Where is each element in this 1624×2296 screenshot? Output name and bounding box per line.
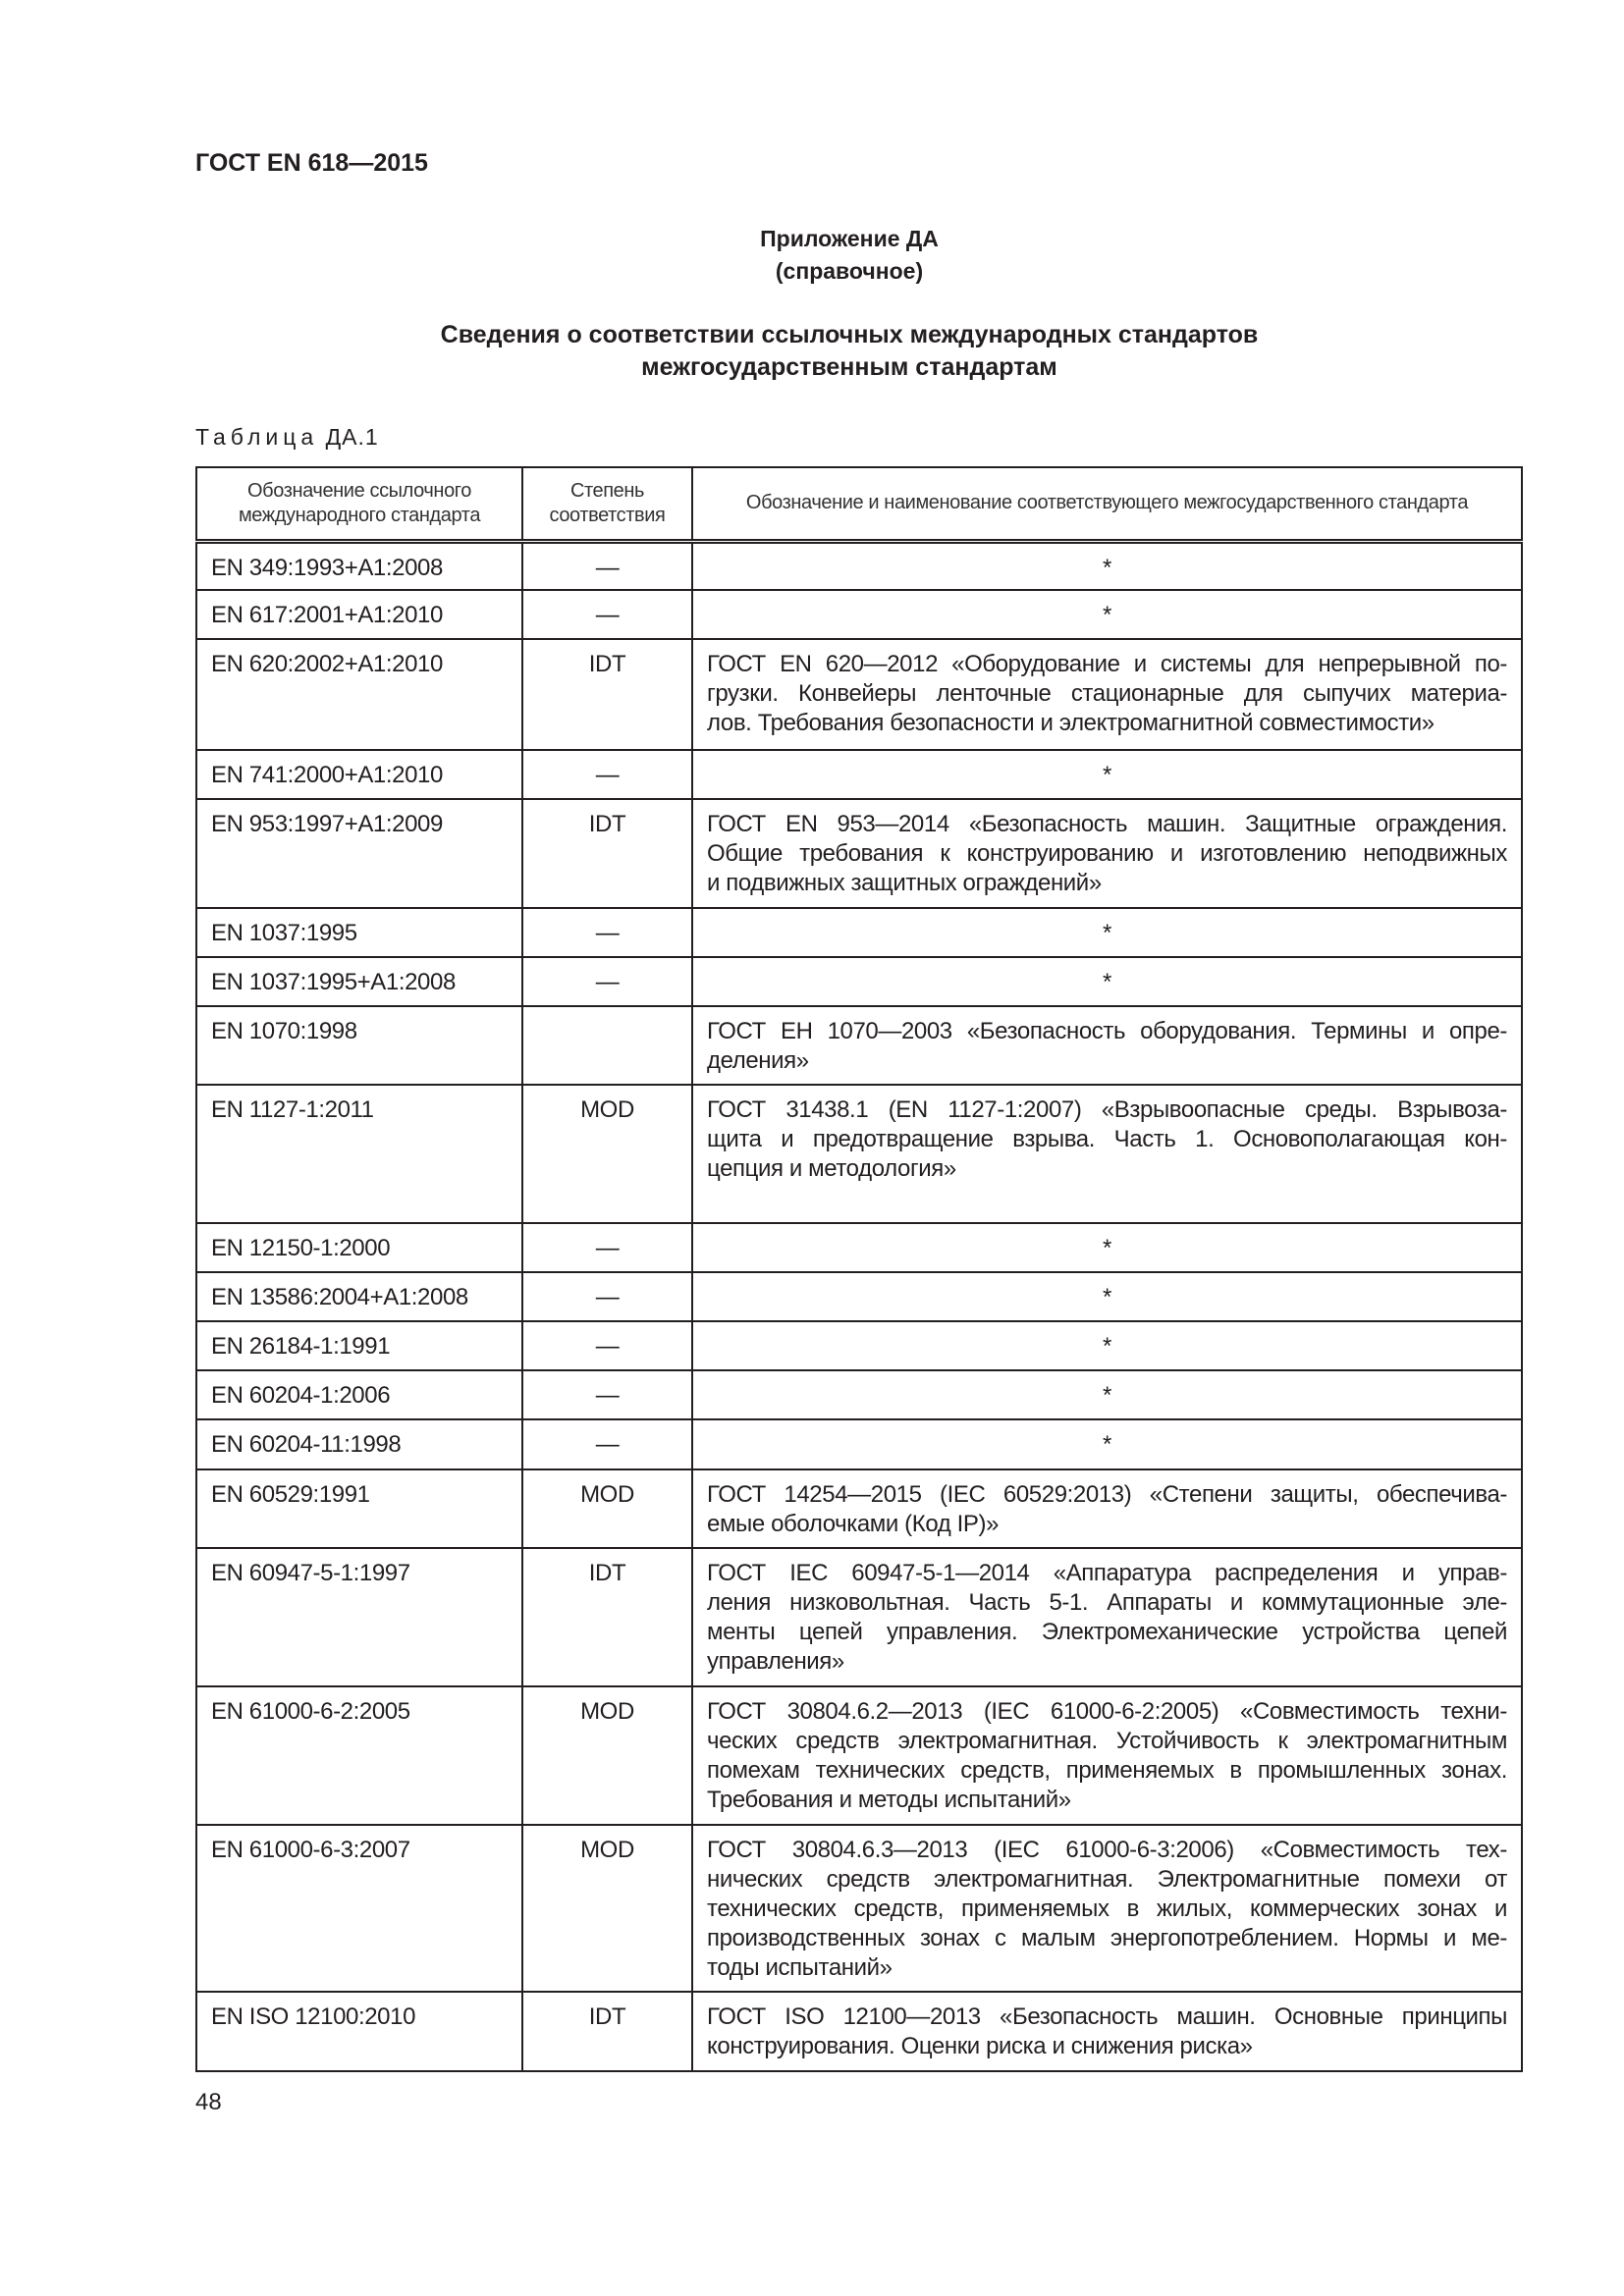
text-line: технических средств, применяемых в жилых, коммерческих зонах и [707, 1895, 1507, 1922]
reference-standard: EN 60529:1991 [196, 1469, 522, 1548]
column-header-reference: Обозначение ссылочного международного стандарта [196, 467, 522, 541]
degree-of-correspondence: MOD [522, 1085, 692, 1223]
degree-of-correspondence: — [522, 957, 692, 1006]
text-line: ГОСТ ЕН 1070—2003 «Безопасность оборудования. Термины и опре- [707, 1017, 1507, 1044]
text-line: ГОСТ EN 953—2014 «Безопасность машин. Защитные ограждения. [707, 810, 1507, 837]
annex-type: (справочное) [775, 258, 924, 284]
degree-of-correspondence: IDT [522, 799, 692, 908]
reference-standard: EN 26184-1:1991 [196, 1321, 522, 1370]
text-line: производственных зонах с малым энергопотреблением. Нормы и ме- [707, 1924, 1507, 1951]
table-row [196, 799, 1522, 908]
no-equivalent-mark: * [1103, 1430, 1111, 1458]
interstate-standard [692, 1321, 1522, 1370]
interstate-standard [692, 1825, 1522, 1992]
degree-of-correspondence: MOD [522, 1686, 692, 1825]
table-row [196, 1419, 1522, 1469]
text-line: щита и предотвращение взрыва. Часть 1. Основополагающая кон- [707, 1125, 1507, 1152]
degree-of-correspondence: IDT [522, 1992, 692, 2071]
section-title-line-2: межгосударственным стандартам [641, 353, 1057, 381]
reference-standard: EN 60947-5-1:1997 [196, 1548, 522, 1686]
reference-standard: EN 1037:1995 [196, 908, 522, 957]
reference-standard: EN 617:2001+A1:2010 [196, 590, 522, 639]
text-line: ГОСТ EN 620—2012 «Оборудование и системы для непрерывной по- [707, 650, 1507, 677]
table-row [196, 1006, 1522, 1085]
no-equivalent-mark: * [1103, 601, 1111, 628]
table-row [196, 590, 1522, 639]
degree-of-correspondence: — [522, 590, 692, 639]
text-line: ГОСТ ISO 12100—2013 «Безопасность машин. Основные принципы [707, 2002, 1507, 2030]
section-title-line-1: Сведения о соответствии ссылочных международных стандартов [440, 321, 1259, 348]
table-header-row [196, 467, 1522, 541]
reference-standard: EN 60204-11:1998 [196, 1419, 522, 1469]
degree-of-correspondence: MOD [522, 1469, 692, 1548]
no-equivalent-mark: * [1103, 968, 1111, 995]
text-line: менты цепей управления. Электромеханические устройства цепей [707, 1618, 1507, 1645]
no-equivalent-mark: * [1103, 919, 1111, 946]
interstate-standard [692, 1548, 1522, 1686]
text-line: ГОСТ 31438.1 (EN 1127-1:2007) «Взрывоопасные среды. Взрывоза- [707, 1095, 1507, 1123]
column-header-interstate-standard: Обозначение и наименование соответствующего межгосударственного стандарта [692, 467, 1522, 541]
degree-of-correspondence: IDT [522, 1548, 692, 1686]
no-equivalent-mark: * [1103, 554, 1111, 581]
annex-title: Приложение ДА [760, 226, 939, 251]
degree-of-correspondence: — [522, 908, 692, 957]
table-row [196, 750, 1522, 799]
interstate-standard [692, 1469, 1522, 1548]
text-line: нических средств электромагнитная. Электромагнитные помехи от [707, 1865, 1507, 1893]
text-line: ления низковольтная. Часть 5-1. Аппараты и коммутационные эле- [707, 1588, 1507, 1616]
table-row [196, 541, 1522, 590]
table-row [196, 1085, 1522, 1223]
reference-standard: EN 61000-6-2:2005 [196, 1686, 522, 1825]
interstate-standard [692, 1686, 1522, 1825]
degree-of-correspondence: — [522, 1370, 692, 1419]
text-line: ГОСТ 30804.6.2—2013 (IEC 61000-6-2:2005) «Совместимость техни- [707, 1697, 1507, 1725]
reference-standard: EN 1037:1995+A1:2008 [196, 957, 522, 1006]
no-equivalent-mark: * [1103, 1283, 1111, 1310]
interstate-standard [692, 799, 1522, 908]
text-line: грузки. Конвейеры ленточные стационарные для сыпучих материа- [707, 679, 1507, 707]
text-line: ГОСТ 30804.6.3—2013 (IEC 61000-6-3:2006) «Совместимость тех- [707, 1836, 1507, 1863]
no-equivalent-mark: * [1103, 1332, 1111, 1360]
text-line: лов. Требования безопасности и электромагнитной совместимости» [707, 709, 1435, 736]
text-line: конструирования. Оценки риска и снижения риска» [707, 2032, 1253, 2059]
degree-of-correspondence: MOD [522, 1825, 692, 1992]
degree-of-correspondence: — [522, 1419, 692, 1469]
text-line: и подвижных защитных ограждений» [707, 869, 1102, 896]
text-line: управления» [707, 1647, 844, 1675]
table-row [196, 957, 1522, 1006]
interstate-standard [692, 1370, 1522, 1419]
reference-standard: EN ISO 12100:2010 [196, 1992, 522, 2071]
reference-standard: EN 349:1993+A1:2008 [196, 541, 522, 590]
table-row [196, 1686, 1522, 1825]
reference-standard: EN 12150-1:2000 [196, 1223, 522, 1272]
table-row [196, 1370, 1522, 1419]
correspondence-table [195, 466, 1523, 2072]
table-row [196, 1223, 1522, 1272]
interstate-standard [692, 1992, 1522, 2071]
table-caption [195, 424, 379, 451]
interstate-standard [692, 639, 1522, 750]
no-equivalent-mark: * [1103, 1381, 1111, 1409]
interstate-standard [692, 541, 1522, 590]
table-row [196, 1992, 1522, 2071]
document-code: ГОСТ EN 618—2015 [195, 149, 428, 177]
degree-of-correspondence: — [522, 541, 692, 590]
text-line: помехам технических средств, применяемых в промышленных зонах. [707, 1756, 1507, 1784]
text-line: цепция и методология» [707, 1154, 956, 1182]
reference-standard: EN 741:2000+A1:2010 [196, 750, 522, 799]
table-row [196, 1469, 1522, 1548]
degree-of-correspondence: — [522, 1272, 692, 1321]
reference-standard: EN 953:1997+A1:2009 [196, 799, 522, 908]
column-header-degree: Степень соответствия [522, 467, 692, 541]
no-equivalent-mark: * [1103, 1234, 1111, 1261]
interstate-standard [692, 1085, 1522, 1223]
table-row [196, 639, 1522, 750]
degree-of-correspondence: IDT [522, 639, 692, 750]
degree-of-correspondence: — [522, 1223, 692, 1272]
text-line: ГОСТ IEC 60947-5-1—2014 «Аппаратура распределения и управ- [707, 1559, 1507, 1586]
reference-standard: EN 61000-6-3:2007 [196, 1825, 522, 1992]
degree-of-correspondence: — [522, 1321, 692, 1370]
text-line: емые оболочками (Код IP)» [707, 1510, 1000, 1537]
table-row [196, 1272, 1522, 1321]
interstate-standard [692, 1223, 1522, 1272]
interstate-standard [692, 1419, 1522, 1469]
degree-of-correspondence: — [522, 750, 692, 799]
table-caption-word: Таблица [195, 424, 319, 450]
table-row [196, 1825, 1522, 1992]
interstate-standard [692, 750, 1522, 799]
interstate-standard [692, 957, 1522, 1006]
text-line: тоды испытаний» [707, 1953, 893, 1981]
text-line: Общие требования к конструированию и изготовлению неподвижных [707, 839, 1507, 867]
text-line: Требования и методы испытаний» [707, 1786, 1071, 1813]
table-caption-number: ДА.1 [325, 424, 379, 450]
text-line: ГОСТ 14254—2015 (IEC 60529:2013) «Степени защиты, обеспечива- [707, 1480, 1507, 1508]
table-row [196, 908, 1522, 957]
reference-standard: EN 60204-1:2006 [196, 1370, 522, 1419]
table-row [196, 1321, 1522, 1370]
table-row [196, 1548, 1522, 1686]
interstate-standard [692, 908, 1522, 957]
reference-standard: EN 1127-1:2011 [196, 1085, 522, 1223]
reference-standard: EN 13586:2004+A1:2008 [196, 1272, 522, 1321]
text-line: ческих средств электромагнитная. Устойчивость к электромагнитным [707, 1727, 1507, 1754]
interstate-standard [692, 1272, 1522, 1321]
no-equivalent-mark: * [1103, 761, 1111, 788]
text-line: деления» [707, 1046, 809, 1074]
reference-standard: EN 620:2002+A1:2010 [196, 639, 522, 750]
interstate-standard [692, 1006, 1522, 1085]
reference-standard: EN 1070:1998 [196, 1006, 522, 1085]
interstate-standard [692, 590, 1522, 639]
degree-of-correspondence [522, 1006, 692, 1085]
page-number: 48 [195, 2089, 222, 2115]
